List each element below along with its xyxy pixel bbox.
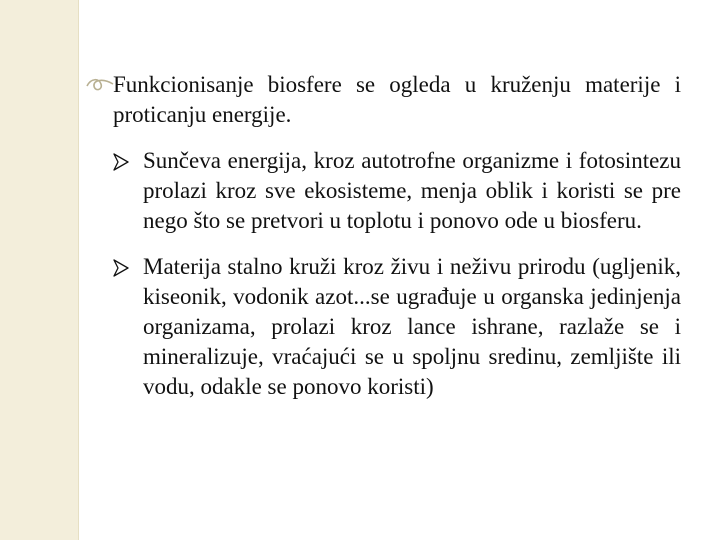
sub-point-text: Sunčeva energija, kroz autotrofne organizme i fotosintezu prolazi kroz sve ekosisteme, menja oblik i koristi se pre nego što se pretvori u toplotu i ponovo ode u biosferu.: [143, 148, 681, 233]
sub-bullet-item: [143, 252, 681, 402]
sub-bullet-list: [113, 146, 681, 402]
sub-point-text: Materija stalno kruži kroz živu i neživu prirodu (ugljenik, kiseonik, vodonik azot...se ugrađuje u organska jedinjenja organizama, prolazi kroz lance ishrane, razlaže se i mineralizuje, vraćajući se u spoljnu sredinu, zemljište ili vodu, odakle se ponovo koristi): [143, 254, 681, 399]
decorative-loop-bullet-icon: [85, 74, 115, 94]
main-bullet-item: [113, 70, 681, 130]
slide-content: [113, 70, 681, 418]
arrowhead-bullet-icon: [113, 153, 129, 171]
main-point-text: Funkcionisanje biosfere se ogleda u kruženju materije i proticanju energije.: [113, 72, 681, 127]
side-divider: [78, 0, 79, 540]
sub-bullet-item: [143, 146, 681, 236]
side-decor-panel: [0, 0, 78, 540]
arrowhead-bullet-icon: [113, 259, 129, 277]
